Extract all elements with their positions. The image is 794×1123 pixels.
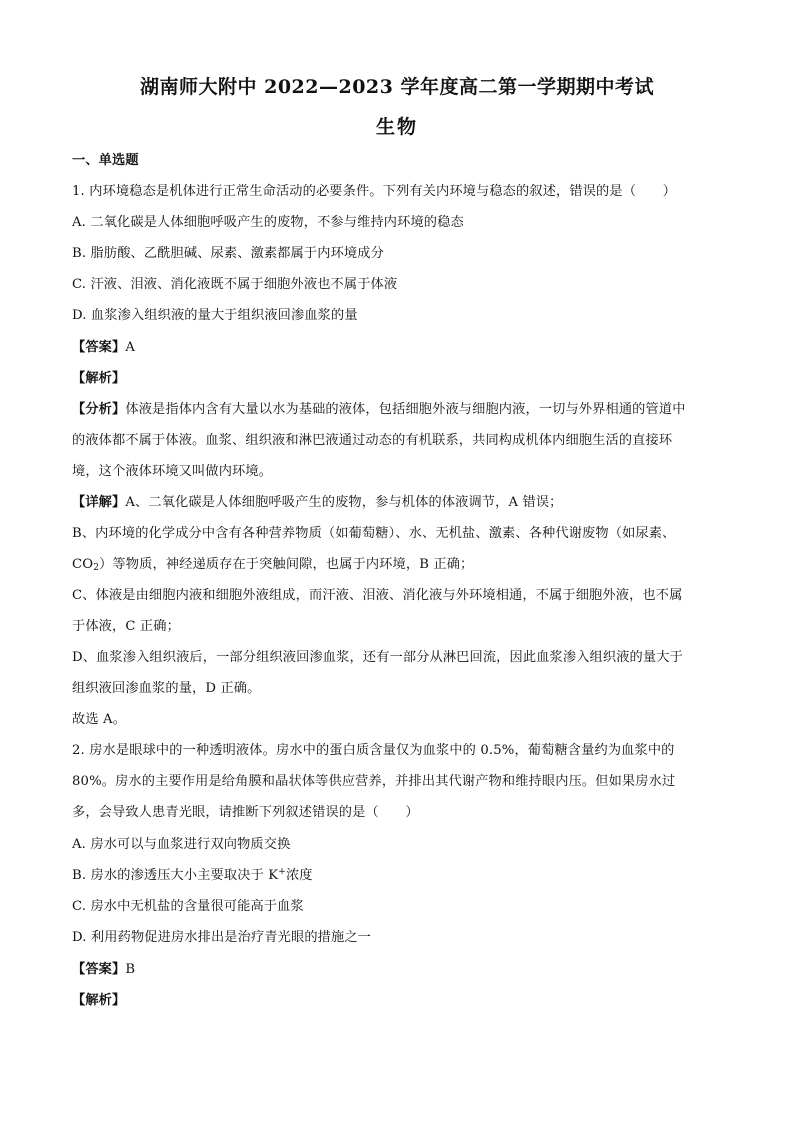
co2-text: CO <box>72 557 94 572</box>
q1-fenxi-line-3: 境，这个液体环境又叫做内环境。 <box>72 464 273 479</box>
q1-stem: 1. 内环境稳态是机体进行正常生命活动的必要条件。下列有关内环境与稳态的叙述，错误的是（ ） <box>72 184 677 199</box>
exam-title: 湖南师大附中 2022—2023 学年度高二第一学期期中考试 <box>140 76 654 98</box>
co2-subscript: 2 <box>93 563 100 573</box>
q1-option-c: C. 汗液、泪液、消化液既不属于细胞外液也不属于体液 <box>72 277 398 292</box>
q1-b-explain-2 <box>72 556 722 574</box>
q1-c-explain-1: C、体液是由细胞内液和细胞外液组成，而汗液、泪液、消化液与外环境相通，不属于细胞外液，也不属 <box>72 588 683 603</box>
answer-value: B <box>125 962 136 977</box>
q2-option-c: C. 房水中无机盐的含量很可能高于血浆 <box>72 899 304 914</box>
section-heading: 一、单选题 <box>72 153 139 168</box>
answer-tag: 【答案】 <box>72 962 126 977</box>
analysis-tag: 【解析】 <box>72 993 126 1008</box>
option-b-text: B. 房水的渗透压大小主要取决于 K <box>72 868 279 883</box>
q2-stem-line-3: 多，会导致人患青光眼，请推断下列叙述错误的是（ ） <box>72 805 419 820</box>
q1-option-a: A. 二氧化碳是人体细胞呼吸产生的废物，不参与维持内环境的稳态 <box>72 215 464 230</box>
answer-tag: 【答案】 <box>72 340 126 355</box>
analysis-tag: 【解析】 <box>72 371 126 386</box>
q1-d-explain-1: D、血浆渗入组织液后，一部分组织液回渗血浆，还有一部分从淋巴回流，因此血浆渗入组织液的量大于 <box>72 650 683 665</box>
q1-conclusion: 故选 A。 <box>72 712 127 727</box>
q2-option-b <box>72 867 722 885</box>
q1-analysis-tag <box>72 370 722 388</box>
q1-option-d: D. 血浆渗入组织液的量大于组织液回渗血浆的量 <box>72 308 358 323</box>
q2-analysis-tag <box>72 992 722 1010</box>
q1-d-explain-2: 组织液回渗血浆的量，D 正确。 <box>72 681 261 696</box>
xiangjie-text: A、二氧化碳是人体细胞呼吸产生的废物，参与机体的体液调节，A 错误； <box>125 495 563 510</box>
q1-xiangjie-line-1 <box>72 494 722 512</box>
q1-answer <box>72 339 722 357</box>
q1-option-b: B. 脂肪酸、乙酰胆碱、尿素、激素都属于内环境成分 <box>72 246 384 261</box>
q2-stem-line-1: 2. 房水是眼球中的一种透明液体。房水中的蛋白质含量仅为血浆中的 0.5%，葡萄糖含量约为血浆中的 <box>72 743 675 758</box>
q2-option-a: A. 房水可以与血浆进行双向物质交换 <box>72 837 291 852</box>
q2-stem-line-2: 80%。房水的主要作用是给角膜和晶状体等供应营养，并排出其代谢产物和维持眼内压。但如果房水过 <box>72 774 676 789</box>
q1-c-explain-2: 于体液，C 正确； <box>72 619 180 634</box>
b-explain-rest: ）等物质，神经递质存在于突触间隙，也属于内环境，B 正确； <box>99 557 474 572</box>
q2-option-d: D. 利用药物促进房水排出是治疗青光眼的措施之一 <box>72 930 372 945</box>
subject-title: 生物 <box>375 116 418 138</box>
option-b-rest: 浓度 <box>285 868 313 883</box>
fenxi-text: 体液是指体内含有大量以水为基础的液体，包括细胞外液与细胞内液，一切与外界相通的管道中 <box>125 402 686 417</box>
q1-b-explain-1: B、内环境的化学成分中含有各种营养物质（如葡萄糖）、水、无机盐、激素、各种代谢废物（如尿素、 <box>72 526 676 541</box>
q1-fenxi-line-1 <box>72 401 722 419</box>
q1-fenxi-line-2: 的液体都不属于体液。血浆、组织液和淋巴液通过动态的有机联系，共同构成机体内细胞生活的直接环 <box>72 433 673 448</box>
fenxi-tag: 【分析】 <box>72 402 126 417</box>
q2-answer <box>72 961 722 979</box>
answer-value: A <box>125 340 136 355</box>
potassium-superscript: + <box>278 867 286 877</box>
xiangjie-tag: 【详解】 <box>72 495 126 510</box>
